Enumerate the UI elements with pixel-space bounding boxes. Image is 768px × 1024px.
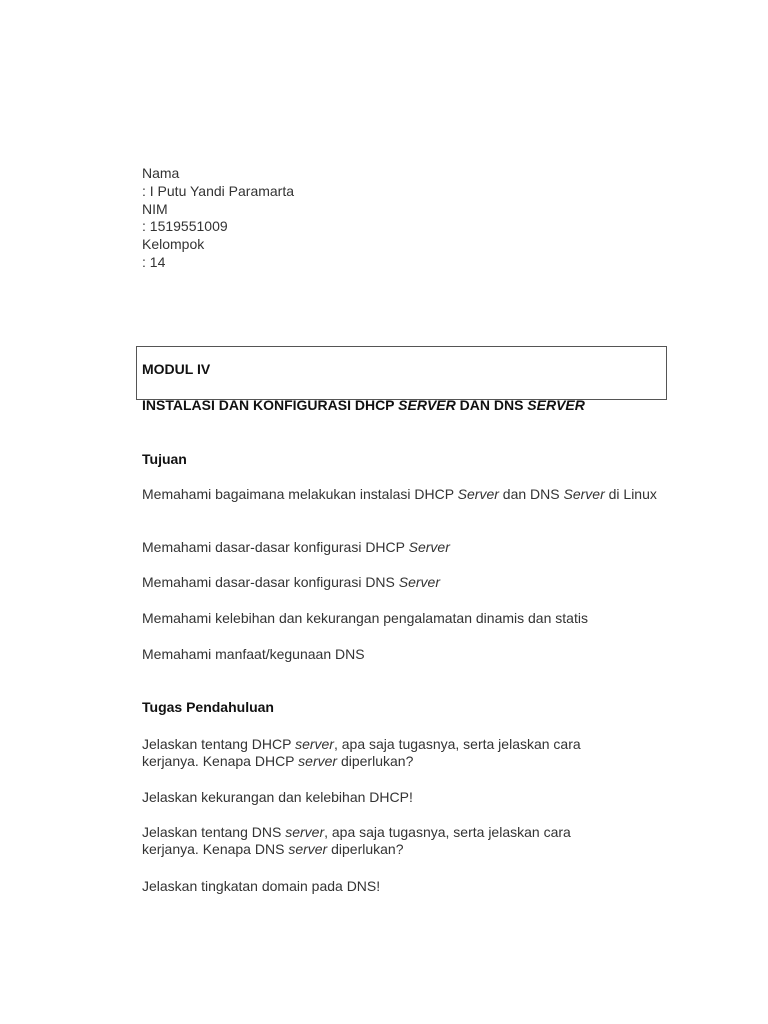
module-number: MODUL IV bbox=[142, 361, 211, 377]
text: Memahami manfaat/kegunaan DNS bbox=[142, 646, 365, 662]
text: , apa saja tugasnya, serta jelaskan cara kerjanya. Kenapa DNS bbox=[142, 824, 571, 857]
nim-value: : 1519551009 bbox=[142, 218, 228, 234]
text: , apa saja tugasnya, serta jelaskan cara kerjanya. Kenapa DHCP bbox=[142, 736, 581, 769]
text: Jelaskan tentang DNS bbox=[142, 824, 286, 840]
section-heading-tujuan: Tujuan bbox=[142, 451, 187, 467]
text: diperlukan? bbox=[337, 753, 414, 769]
module-title-box bbox=[136, 346, 667, 400]
module-title-text-1: INSTALASI DAN KONFIGURASI DHCP bbox=[142, 397, 399, 413]
group-label: Kelompok bbox=[142, 236, 205, 252]
name-value: : I Putu Yandi Paramarta bbox=[142, 183, 295, 199]
text: dan DNS bbox=[498, 486, 564, 502]
emphasis: server bbox=[285, 824, 325, 840]
tujuan-item bbox=[142, 574, 667, 591]
module-title-em-1: SERVER bbox=[398, 397, 456, 413]
tujuan-item bbox=[142, 610, 667, 627]
text: Memahami kelebihan dan kekurangan pengalamatan dinamis dan statis bbox=[142, 610, 588, 626]
text: Jelaskan tingkatan domain pada DNS! bbox=[142, 878, 381, 894]
tujuan-item bbox=[142, 646, 667, 663]
text: Memahami dasar-dasar konfigurasi DHCP bbox=[142, 539, 409, 555]
tugas-item bbox=[142, 789, 667, 806]
emphasis: Server bbox=[563, 486, 605, 502]
section-heading-tugas-pendahuluan: Tugas Pendahuluan bbox=[142, 699, 274, 715]
nim-label: NIM bbox=[142, 201, 168, 217]
text: di Linux bbox=[604, 486, 657, 502]
text: Memahami dasar-dasar konfigurasi DNS bbox=[142, 574, 399, 590]
emphasis: Server bbox=[398, 574, 440, 590]
name-label: Nama bbox=[142, 165, 180, 181]
emphasis: Server bbox=[408, 539, 450, 555]
text: Memahami bagaimana melakukan instalasi DHCP bbox=[142, 486, 458, 502]
emphasis: Server bbox=[457, 486, 499, 502]
emphasis: server bbox=[295, 736, 334, 752]
emphasis: server bbox=[288, 841, 328, 857]
tujuan-item bbox=[142, 486, 667, 503]
module-title-em-2: SERVER bbox=[527, 397, 585, 413]
tugas-item bbox=[142, 878, 667, 895]
tugas-item bbox=[142, 736, 632, 770]
tujuan-item bbox=[142, 539, 667, 556]
group-value: : 14 bbox=[142, 254, 166, 270]
module-title bbox=[142, 396, 585, 414]
emphasis: server bbox=[298, 753, 338, 769]
module-title-text-2: DAN DNS bbox=[455, 397, 528, 413]
text: Jelaskan tentang DHCP bbox=[142, 736, 296, 752]
text: diperlukan? bbox=[327, 841, 404, 857]
text: Jelaskan kekurangan dan kelebihan DHCP! bbox=[142, 789, 413, 805]
tugas-item bbox=[142, 824, 622, 858]
